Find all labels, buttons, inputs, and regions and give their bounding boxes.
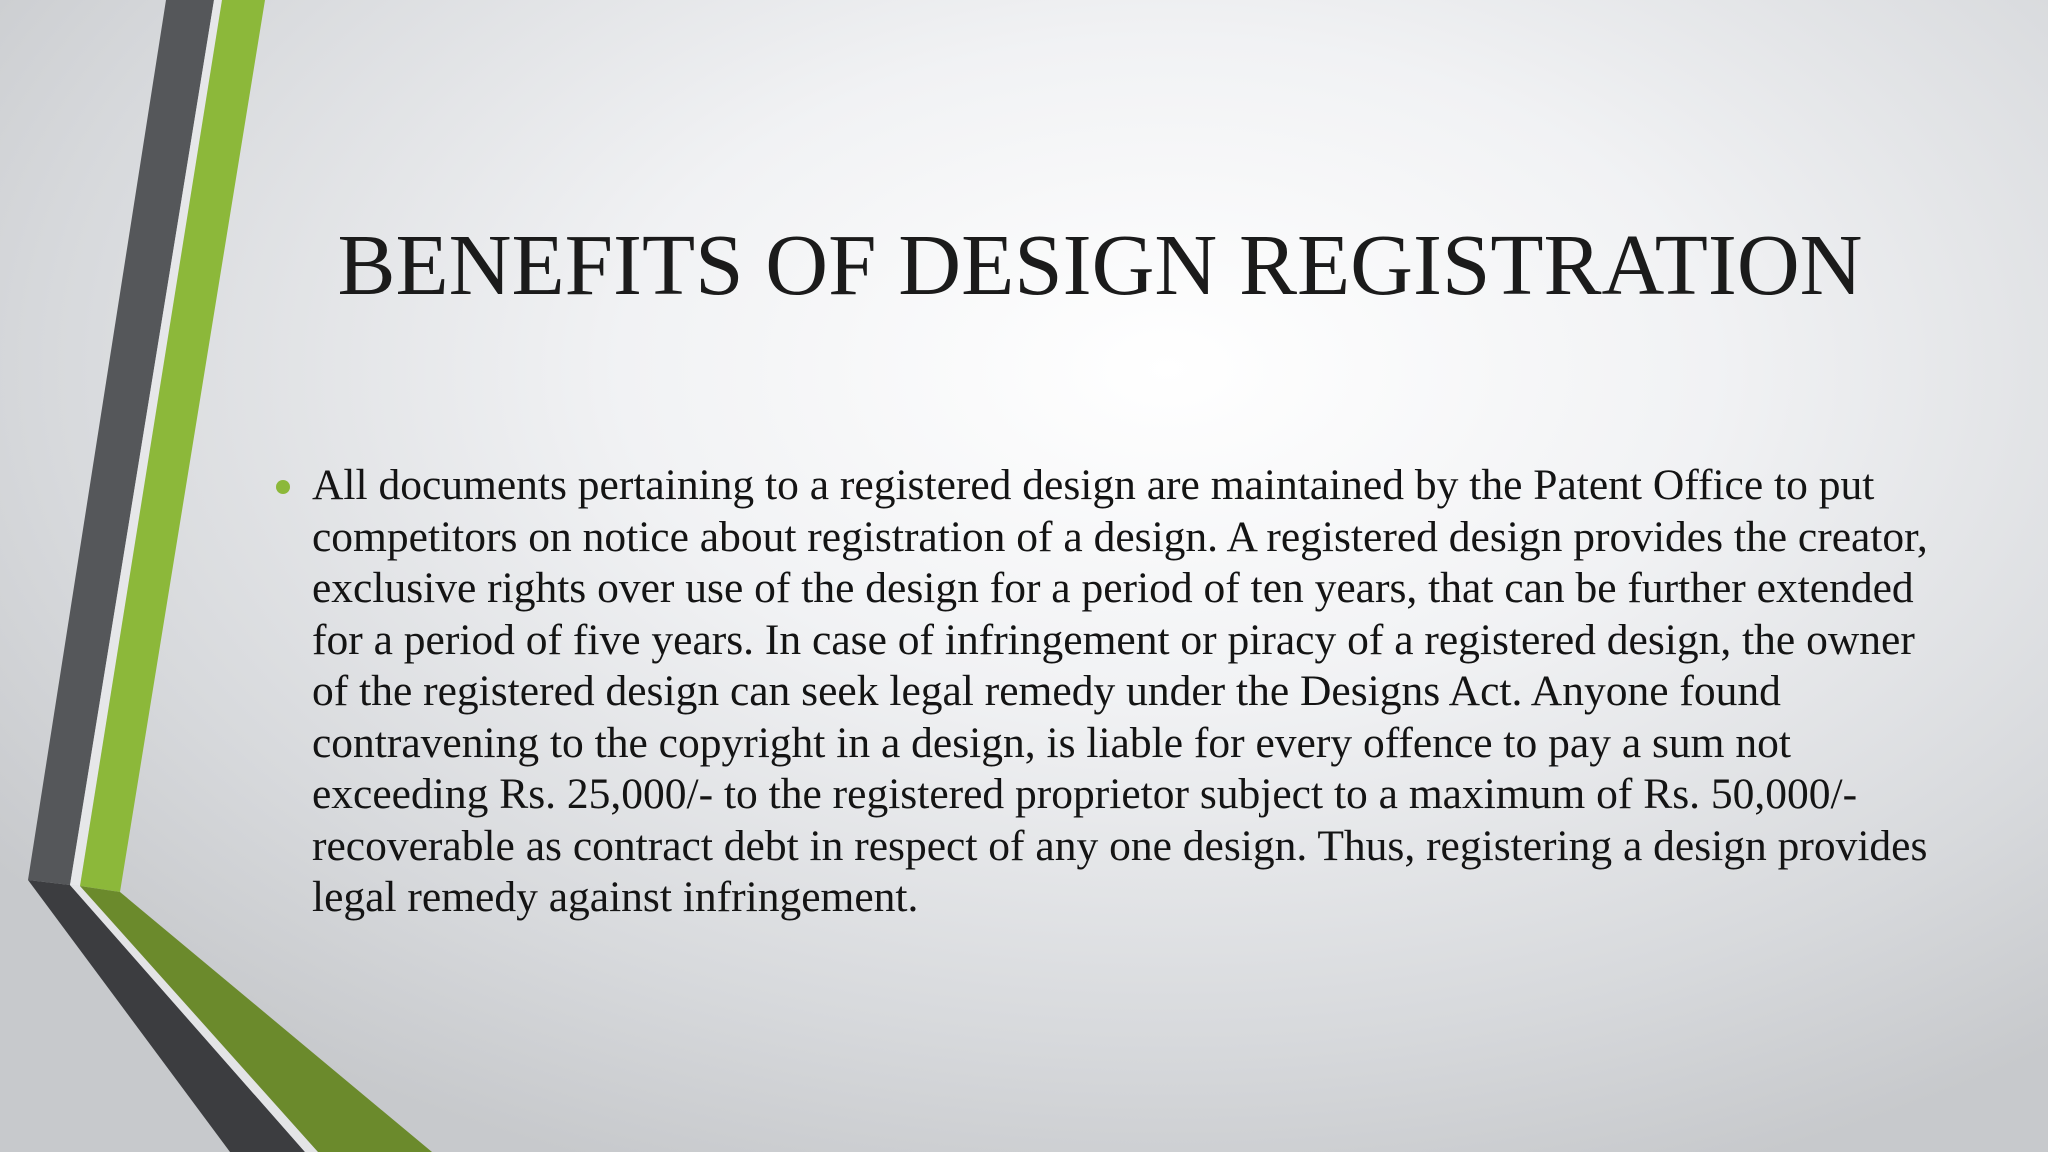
- bullet-item: [272, 460, 1952, 924]
- bullet-text: All documents pertaining to a registered design are maintained by the Patent Office to put competitors on notice about registration of a design. A registered design provides the creator, exclusive rights over use of the design for a period of ten years, that can be further extended for a period of five years. In case of infringement or piracy of a registered design, the owner of the registered design can seek legal remedy under the Designs Act. Anyone found contravening to the copyright in a design, is liable for every offence to pay a sum not exceeding Rs. 25,000/- to the registered proprietor subject to a maximum of Rs. 50,000/- recoverable as contract debt in respect of any one design. Thus, registering a design provides legal remedy against infringement.: [312, 461, 1928, 921]
- diagonal-highlight: [70, 885, 318, 1152]
- bullet-dot-icon: [276, 480, 290, 494]
- slide-body: [272, 460, 1952, 924]
- slide-title: BENEFITS OF DESIGN REGISTRATION: [337, 216, 1863, 313]
